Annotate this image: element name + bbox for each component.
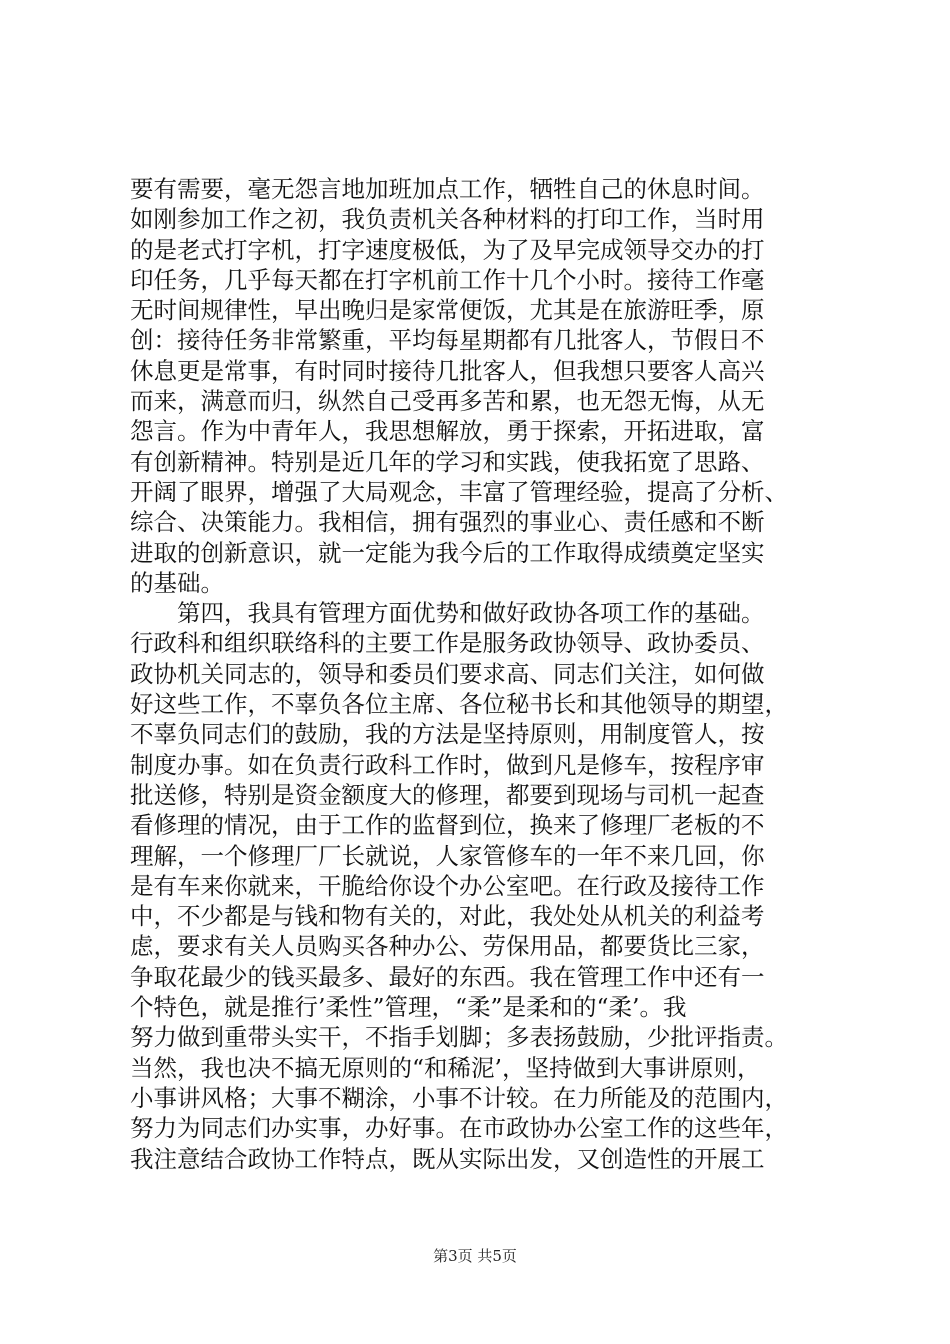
text-line: 理解，一个修理厂厂长就说，人家管修车的一年不来几回，你 bbox=[130, 841, 765, 870]
text-line: 看修理的情况，由于工作的监督到位，换来了修理厂老板的不 bbox=[130, 811, 765, 840]
text-line: 行政科和组织联络科的主要工作是服务政协领导、政协委员、 bbox=[130, 629, 765, 658]
text-line: 中，不少都是与钱和物有关的，对此，我处处从机关的利益考 bbox=[130, 902, 765, 931]
text-line: 虑，要求有关人员购买各种办公、劳保用品，都要货比三家， bbox=[130, 932, 765, 961]
text-line: 如刚参加工作之初，我负责机关各种材料的打印工作，当时用 bbox=[130, 205, 765, 234]
text-line: 休息更是常事，有时同时接待几批客人，但我想只要客人高兴 bbox=[130, 356, 765, 385]
text-line: 第四，我具有管理方面优势和做好政协各项工作的基础。 bbox=[130, 599, 765, 628]
body-text bbox=[130, 174, 830, 1174]
text-line: 好这些工作，不辜负各位主席、各位秘书长和其他领导的期望， bbox=[130, 690, 788, 719]
text-line: 开阔了眼界，增强了大局观念，丰富了管理经验，提高了分析、 bbox=[130, 477, 788, 506]
text-line: 无时间规律性，早出晚归是家常便饭，尤其是在旅游旺季，原 bbox=[130, 296, 765, 325]
text-line: 小事讲风格；大事不糊涂，小事不计较。在力所能及的范围内， bbox=[130, 1083, 788, 1112]
page-footer: 第3页 共5页 bbox=[433, 1247, 517, 1265]
text-line: 的基础。 bbox=[130, 568, 224, 597]
text-line: 我注意结合政协工作特点，既从实际出发，又创造性的开展工 bbox=[130, 1144, 765, 1173]
text-line: 进取的创新意识，就一定能为我今后的工作取得成绩奠定坚实 bbox=[130, 538, 765, 567]
text-line: 怨言。作为中青年人，我思想解放，勇于探索，开拓进取，富 bbox=[130, 417, 765, 446]
text-line: 而来，满意而归，纵然自己受再多苦和累，也无怨无悔，从无 bbox=[130, 387, 765, 416]
text-line: 有创新精神。特别是近几年的学习和实践，使我拓宽了思路、 bbox=[130, 447, 765, 476]
text-line: 的是老式打字机，打字速度极低，为了及早完成领导交办的打 bbox=[130, 235, 765, 264]
text-line: 不辜负同志们的鼓励，我的方法是坚持原则，用制度管人，按 bbox=[130, 720, 765, 749]
text-line: 综合、决策能力。我相信，拥有强烈的事业心、责任感和不断 bbox=[130, 508, 765, 537]
text-line: 争取花最少的钱买最多、最好的东西。我在管理工作中还有一 bbox=[130, 962, 765, 991]
text-line: 是有车来你就来，干脆给你设个办公室吧。在行政及接待工作 bbox=[130, 871, 765, 900]
text-line: 个特色，就是推行’柔性”管理，“柔”是柔和的“柔’。我 bbox=[130, 993, 687, 1022]
text-line: 印任务，几乎每天都在打字机前工作十几个小时。接待工作毫 bbox=[130, 265, 765, 294]
text-line: 创：接待任务非常繁重，平均每星期都有几批客人，节假日不 bbox=[130, 326, 765, 355]
text-line: 努力做到重带头实干，不指手划脚；多表扬鼓励，少批评指责。 bbox=[130, 1023, 788, 1052]
text-line: 批送修，特别是资金额度大的修理，都要到现场与司机一起查 bbox=[130, 780, 765, 809]
text-line: 当然，我也决不搞无原则的“和稀泥’，坚持做到大事讲原则， bbox=[130, 1053, 761, 1082]
text-line: 制度办事。如在负责行政科工作时，做到凡是修车，按程序审 bbox=[130, 750, 765, 779]
text-line: 努力为同志们办实事，办好事。在市政协办公室工作的这些年， bbox=[130, 1114, 788, 1143]
text-line: 要有需要，毫无怨言地加班加点工作，牺牲自己的休息时间。 bbox=[130, 175, 765, 203]
text-line: 政协机关同志的，领导和委员们要求高、同志们关注，如何做 bbox=[130, 659, 765, 688]
